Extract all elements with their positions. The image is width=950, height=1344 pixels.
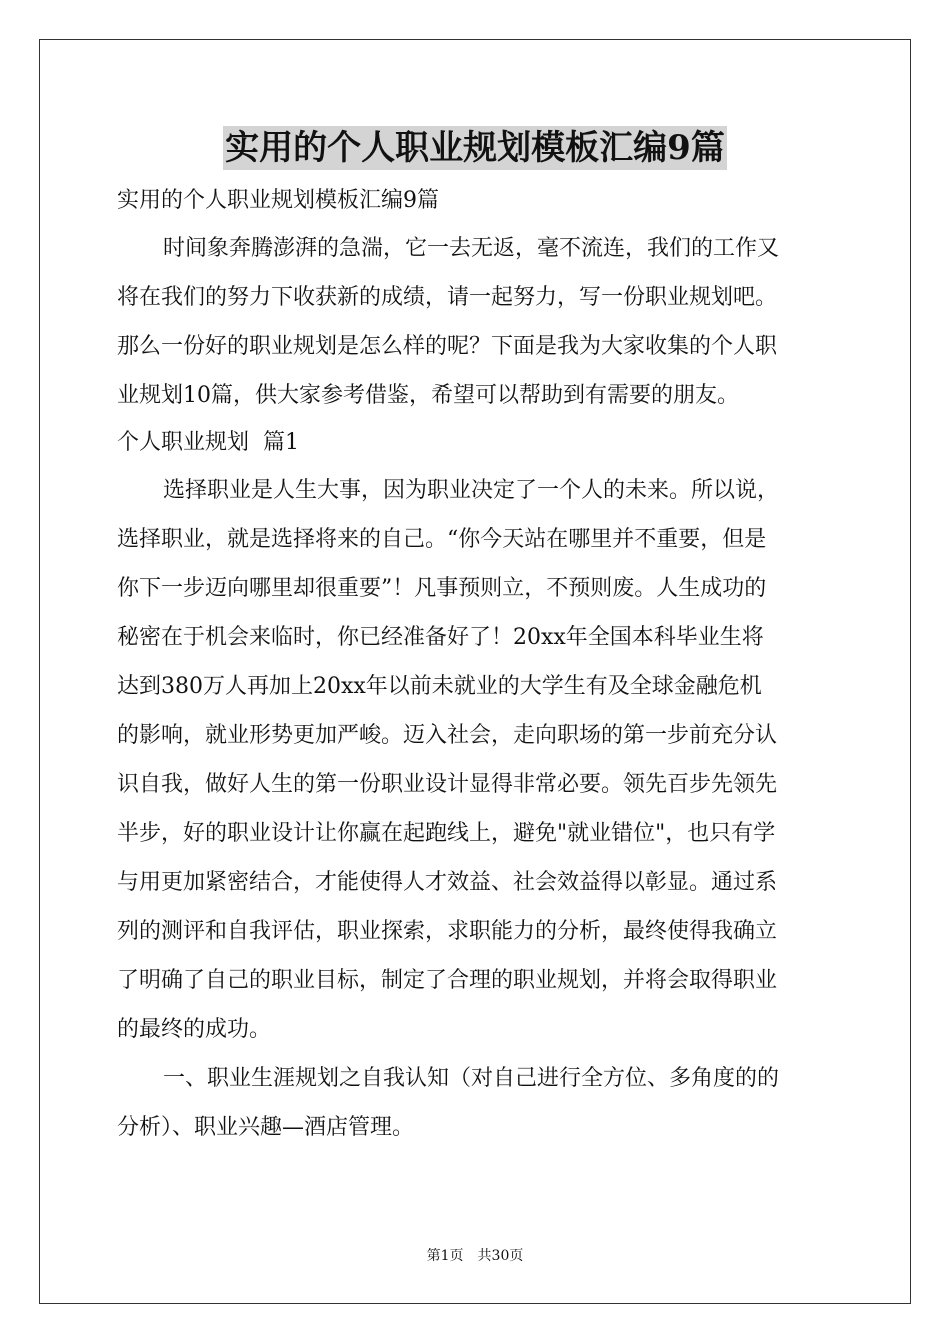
- body-line-5: 达到380万人再加上20xx年以前未就业的大学生有及全球金融危机: [117, 674, 762, 699]
- body-line-2: 选择职业，就是选择将来的自己。“你今天站在哪里并不重要，但是: [117, 527, 767, 552]
- page-footer: [0, 1246, 950, 1266]
- point-line-2: 分析）、职业兴趣—酒店管理。: [117, 1115, 415, 1140]
- document-title: 实用的个人职业规划模板汇编9篇: [225, 128, 725, 168]
- intro-line-1: 时间象奔腾澎湃的急湍，它一去无返，毫不流连，我们的工作又: [163, 236, 780, 261]
- section-heading: 个人职业规划 篇1: [117, 430, 299, 455]
- page-number: 第1页: [426, 1248, 464, 1264]
- intro-line-3: 那么一份好的职业规划是怎么样的呢？下面是我为大家收集的个人职: [117, 334, 778, 359]
- page-total: 共30页: [477, 1248, 524, 1264]
- body-line-3: 你下一步迈向哪里却很重要”！凡事预则立，不预则废。人生成功的: [117, 576, 767, 601]
- body-line-12: 的最终的成功。: [117, 1017, 272, 1042]
- point-line-1: 一、职业生涯规划之自我认知（对自己进行全方位、多角度的的: [163, 1066, 780, 1091]
- intro-line-2: 将在我们的努力下收获新的成绩，请一起努力，写一份职业规划吧。: [117, 285, 778, 310]
- body-line-1: 选择职业是人生大事，因为职业决定了一个人的未来。所以说，: [163, 478, 780, 503]
- document-subtitle: 实用的个人职业规划模板汇编9篇: [117, 188, 439, 213]
- body-line-9: 与用更加紧密结合，才能使得人才效益、社会效益得以彰显。通过系: [117, 870, 778, 895]
- title-area: [0, 126, 950, 170]
- intro-line-4: 业规划10篇，供大家参考借鉴，希望可以帮助到有需要的朋友。: [117, 383, 739, 408]
- body-line-7: 识自我，做好人生的第一份职业设计显得非常必要。领先百步先领先: [117, 772, 778, 797]
- body-line-10: 列的测评和自我评估，职业探索，求职能力的分析，最终使得我确立: [117, 919, 778, 944]
- body-line-4: 秘密在于机会来临时，你已经准备好了！20xx年全国本科毕业生将: [117, 625, 764, 650]
- body-line-11: 了明确了自己的职业目标，制定了合理的职业规划，并将会取得职业: [117, 968, 778, 993]
- body-line-6: 的影响，就业形势更加严峻。迈入社会，走向职场的第一步前充分认: [117, 723, 778, 748]
- document-body: [117, 178, 833, 1152]
- body-line-8: 半步，好的职业设计让你赢在起跑线上，避免"就业错位"，也只有学: [117, 821, 776, 846]
